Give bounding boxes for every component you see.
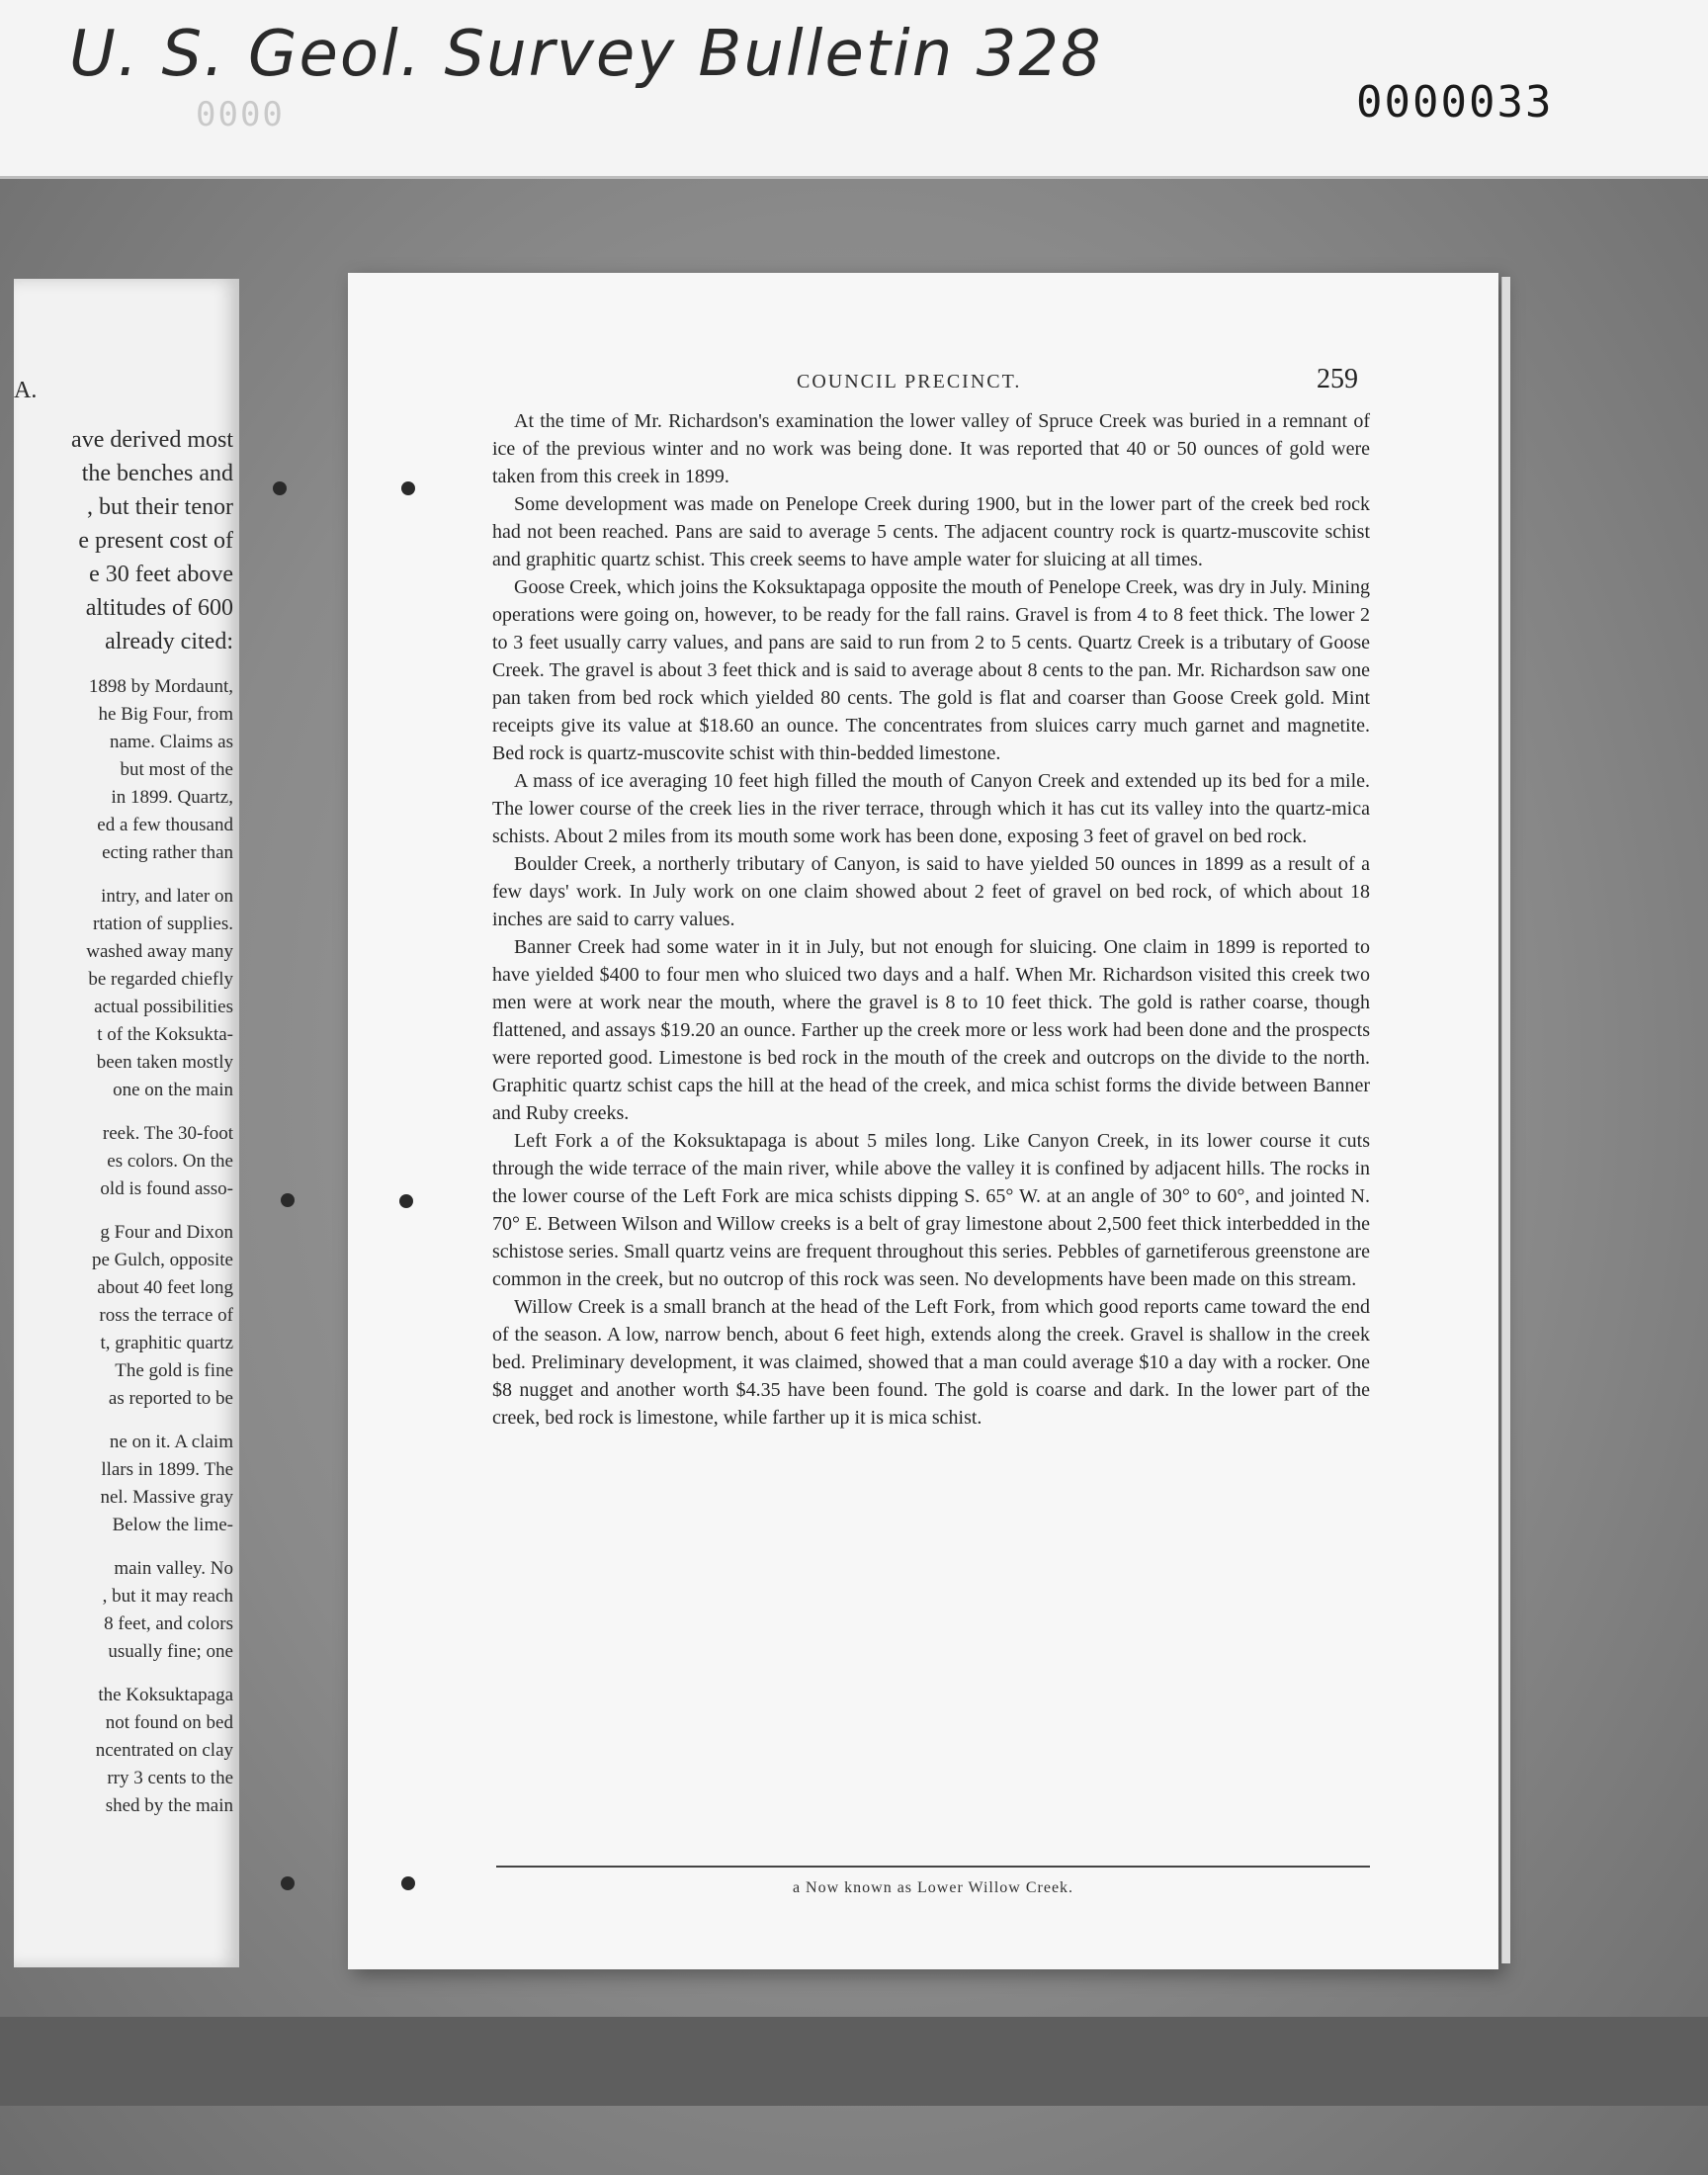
left-page-line: llars in 1899. The <box>101 1459 233 1480</box>
paragraph: Boulder Creek, a northerly tributary of Canyon, is said to have yielded 50 ounces in 1899 as a result of a few days' work. In July work on one claim showed about 2 feet of gravel on bed rock, of which about 18 inches are said to carry values. <box>492 853 1370 930</box>
left-page-line: nel. Massive gray <box>100 1487 233 1508</box>
left-page-line: already cited: <box>105 629 233 654</box>
left-page-fragment <box>14 279 239 1967</box>
left-page-line: ross the terrace of <box>99 1305 233 1326</box>
footnote: a Now known as Lower Willow Creek. <box>792 1879 1074 1896</box>
left-page-line: as reported to be <box>108 1388 233 1409</box>
left-page-line: 8 feet, and colors <box>104 1613 233 1634</box>
left-page-line: g Four and Dixon <box>100 1222 233 1243</box>
left-page-line: t, graphitic quartz <box>100 1333 233 1353</box>
binding-hole-icon <box>273 481 287 495</box>
left-page-line: but most of the <box>120 759 233 780</box>
paragraph: Willow Creek is a small branch at the head of the Left Fork, from which good reports came toward the end of the season. A low, narrow bench, about 6 feet high, extends along the creek. Gravel is shallow in the creek bed. Preliminary development, it was claimed, showed that a man could average $10 a day with a rocker. One $8 nugget and another worth $4.35 have been found. The gold is coarse and dark. In the lower part of the creek, bed rock is limestone, while farther up it is mica schist. <box>492 1296 1370 1429</box>
left-page-line: ave derived most <box>71 427 233 453</box>
left-page-line: altitudes of 600 <box>85 595 233 621</box>
document-id: 0000033 <box>1356 77 1554 128</box>
header-strip <box>0 0 1708 179</box>
binding-hole-icon <box>401 481 415 495</box>
left-page-line: the Koksuktapaga <box>98 1685 233 1705</box>
paragraph: Some development was made on Penelope Creek during 1900, but in the lower part of the creek bed rock had not been reached. Pans are said to average 5 cents. The adjacent country rock is quartz-muscovite schist and graphitic quartz schist. This creek seems to have ample water for sluicing at all times. <box>492 493 1370 570</box>
left-page-line: he Big Four, from <box>98 704 233 725</box>
left-page-line: pe Gulch, opposite <box>91 1250 233 1270</box>
left-page-line: been taken mostly <box>96 1052 233 1073</box>
left-page-line: washed away many <box>86 941 233 962</box>
left-page-line: es colors. On the <box>107 1151 233 1172</box>
paragraph: A mass of ice averaging 10 feet high filled the mouth of Canyon Creek and extended up its bed for a mile. The lower course of the creek lies in the river terrace, through which it has cut its valley into the quartz-mica schists. About 2 miles from its mouth some work has been done, exposing 3 feet of gravel on bed rock. <box>492 770 1370 847</box>
left-page-line: rry 3 cents to the <box>107 1768 233 1788</box>
faint-stamp: 0000 <box>196 95 285 134</box>
left-page-line: not found on bed <box>105 1712 233 1733</box>
binding-hole-icon <box>281 1193 295 1207</box>
binding-hole-icon <box>281 1876 295 1890</box>
left-page-header: A. <box>14 378 38 403</box>
left-page-line: e 30 feet above <box>89 562 233 587</box>
handwritten-title: U. S. Geol. Survey Bulletin 328 <box>69 18 1103 91</box>
left-page-line: main valley. No <box>114 1558 233 1579</box>
main-page <box>348 273 1498 1969</box>
left-page-line: be regarded chiefly <box>88 969 233 990</box>
paragraph: Left Fork a of the Koksuktapaga is about 5 miles long. Like Canyon Creek, in its lower course it cuts through the wide terrace of the main river, while above the valley it is confined by adjacent hills. The rocks in the lower course of the Left Fork are mica schists dipping S. 65° W. at an angle of 30° to 60°, and jointed N. 70° E. Between Wilson and Willow creeks is a belt of gray limestone about 2,500 feet thick interbedded in the schistose series. Small quartz veins are frequent throughout this series. Pebbles of garnetiferous greenstone are common in the creek, but no outcrop of this rock was seen. No developments have been made on this stream. <box>492 1130 1370 1290</box>
binding-hole-icon <box>399 1194 413 1208</box>
left-page-line: Below the lime- <box>112 1515 233 1535</box>
left-page-line: the benches and <box>81 461 233 486</box>
left-page-line: , but it may reach <box>102 1586 233 1607</box>
left-page-line: rtation of supplies. <box>93 914 233 934</box>
left-page-line: in 1899. Quartz, <box>111 787 233 808</box>
left-page-line: The gold is fine <box>115 1360 233 1381</box>
left-page-line: intry, and later on <box>101 886 233 907</box>
left-page-line: t of the Koksukta- <box>97 1024 233 1045</box>
left-page-line: 1898 by Mordaunt, <box>88 676 233 697</box>
left-page-line: name. Claims as <box>109 732 233 752</box>
paragraph: Goose Creek, which joins the Koksuktapaga opposite the mouth of Penelope Creek, was dry in July. Mining operations were going on, however, to be ready for the fall rains. Gravel is from 4 to 8 feet thick. The lower 2 to 3 feet usually carry values, and pans are said to run from 2 to 5 cents. Quartz Creek is a tributary of Goose Creek. The gravel is about 3 feet thick and is said to average about 8 cents to the pan. Mr. Richardson saw one pan taken from bed rock which yielded 80 cents. The gold is flat and coarser than Goose Creek gold. Mint receipts give its value at $18.60 an ounce. The concentrates from sluices carry much garnet and magnetite. Bed rock is quartz-muscovite schist with thin-bedded limestone. <box>492 576 1370 764</box>
left-page-line: ne on it. A claim <box>109 1432 233 1452</box>
left-page-line: actual possibilities <box>94 997 233 1017</box>
left-page-line: usually fine; one <box>108 1641 233 1662</box>
left-page-line: old is found asso- <box>100 1178 233 1199</box>
left-page-line: ed a few thousand <box>97 815 233 835</box>
footnote-rule <box>496 1866 1370 1868</box>
left-page-line: reek. The 30-foot <box>102 1123 233 1144</box>
text-column <box>492 407 1370 1432</box>
running-head: COUNCIL PRECINCT. <box>797 371 1022 392</box>
paragraph: At the time of Mr. Richardson's examination the lower valley of Spruce Creek was buried in a remnant of ice of the previous winter and no work was being done. It was reported that 40 or 50 ounces of gold were taken from this creek in 1899. <box>492 410 1370 487</box>
left-page-line: ecting rather than <box>102 842 233 863</box>
left-page-line: about 40 feet long <box>97 1277 233 1298</box>
left-page-line: shed by the main <box>105 1795 233 1816</box>
paragraph: Banner Creek had some water in it in July, but not enough for sluicing. One claim in 1899 is reported to have yielded $400 to four men who sluiced two days and a half. When Mr. Richardson visited this creek two men were at work near the mouth, where the gravel is 8 to 10 feet thick. The gold is rather coarse, though flattened, and assays $19.20 an ounce. Farther up the creek more or less work had been done and the prospects were reported good. Limestone is bed rock in the mouth of the creek and outcrops on the divide to the north. Graphitic quartz schist caps the hill at the head of the creek, and mica schist forms the divide between Banner and Ruby creeks. <box>492 936 1370 1124</box>
binding-hole-icon <box>401 1876 415 1890</box>
left-page-line: ncentrated on clay <box>95 1740 233 1761</box>
left-page-line: one on the main <box>113 1080 233 1100</box>
left-page-line: , but their tenor <box>87 494 233 520</box>
left-page-line: e present cost of <box>78 528 233 554</box>
page-number: 259 <box>1317 364 1358 394</box>
